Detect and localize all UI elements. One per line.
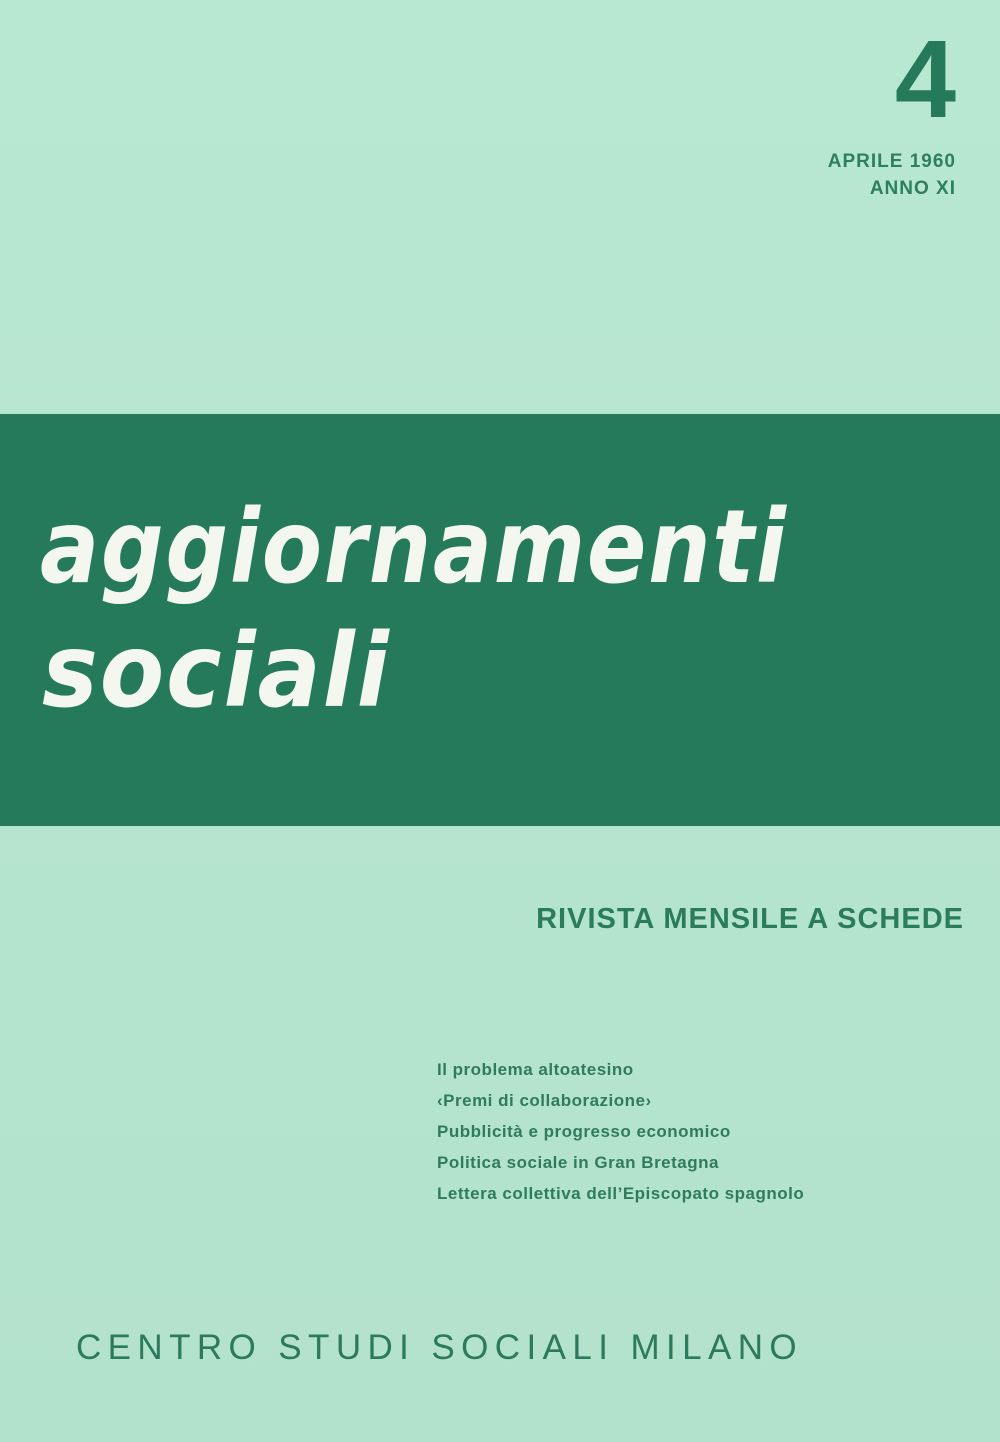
- contents-item: Il problema altoatesino: [437, 1060, 634, 1079]
- issue-month: APRILE 1960: [827, 151, 956, 172]
- issue-date-block: [828, 148, 956, 202]
- magazine-title-line-2: sociali: [42, 612, 391, 731]
- contents-item: Lettera collettiva dell’Episcopato spagnolo: [437, 1184, 805, 1203]
- publisher-name: CENTRO STUDI SOCIALI MILANO: [76, 1328, 804, 1367]
- magazine-subtitle: RIVISTA MENSILE A SCHEDE: [536, 903, 964, 935]
- magazine-title-line-1: aggiornamenti: [40, 488, 788, 607]
- contents-item: ‹Premi di collaborazione›: [437, 1091, 652, 1110]
- contents-item: Politica sociale in Gran Bretagna: [437, 1153, 719, 1172]
- contents-item: Pubblicità e progresso economico: [437, 1122, 731, 1141]
- issue-number: 4: [894, 18, 956, 141]
- issue-year-label: ANNO XI: [869, 178, 956, 199]
- contents-list: [437, 1054, 804, 1209]
